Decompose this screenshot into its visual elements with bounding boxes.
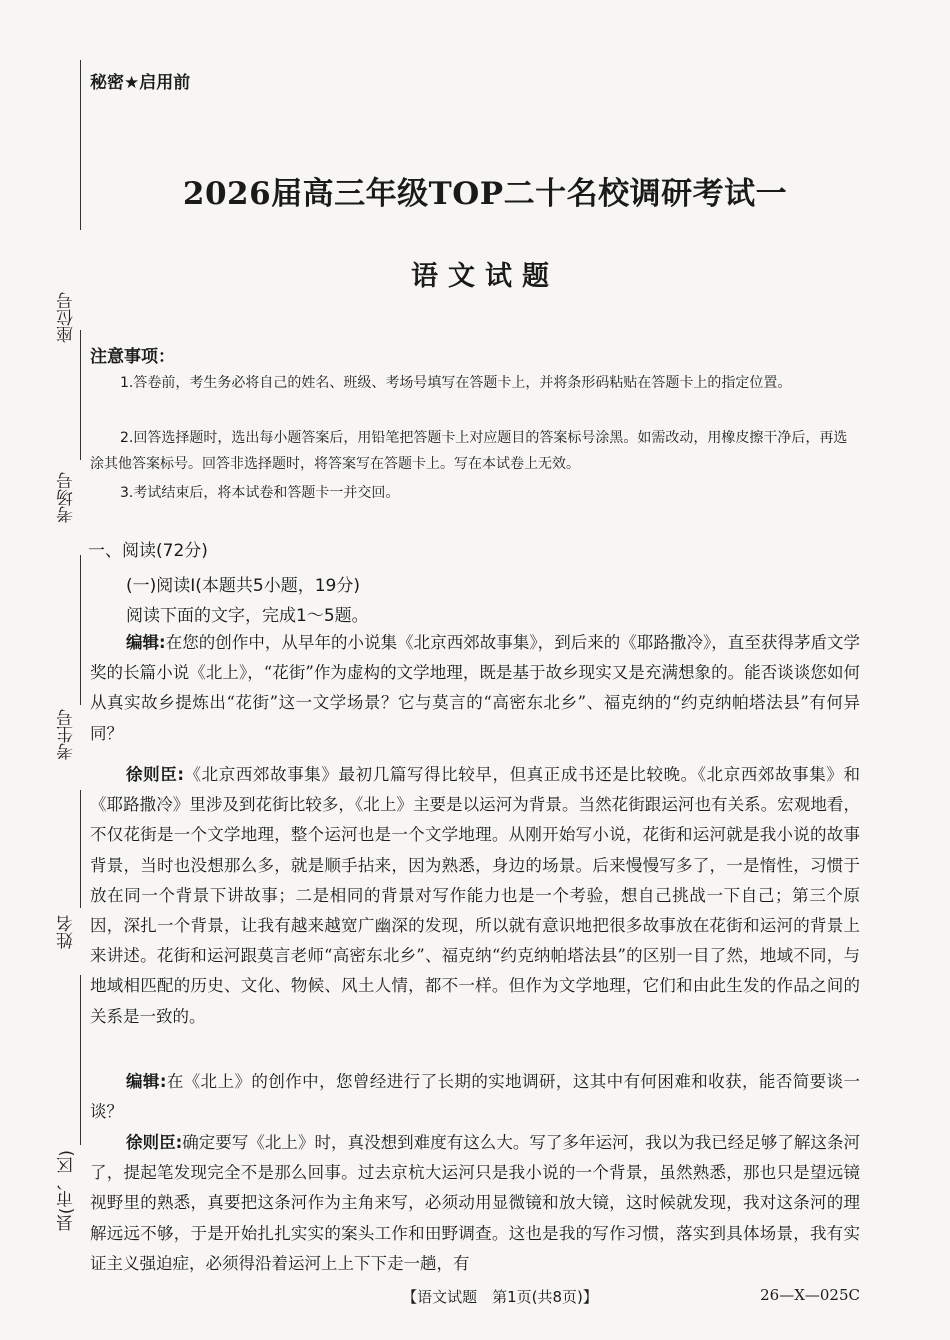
speaker-label: 编辑: <box>126 1072 167 1091</box>
speaker-label: 徐则臣: <box>126 1133 183 1152</box>
name-line[interactable] <box>80 790 81 908</box>
paragraph-text: 在《北上》的创作中，您曾经进行了长期的实地调研，这其中有何困难和收获，能否简要谈一谈？ <box>90 1072 860 1122</box>
seat-number-label: 座位号 <box>57 292 77 343</box>
seat-number-line[interactable] <box>80 60 81 230</box>
paragraph-text: 在您的创作中，从早年的小说集《北京西郊故事集》，到后来的《耶路撒冷》，直至获得茅盾文学奖的长篇小说《北上》，“花街”作为虚构的文学地理，既是基于故乡现实又是充满想象的。能否谈谈您如何从真实故乡提炼出“花街”这一文学场景？它与莫言的“高密东北乡”、福克纳的“约克纳帕塔法县”有何异同？ <box>90 633 861 743</box>
exam-room-line[interactable] <box>80 330 81 460</box>
county-line[interactable] <box>80 975 81 1145</box>
notice-heading: 注意事项： <box>90 347 175 367</box>
dialogue-paragraph <box>90 760 860 1032</box>
name-label: 姓名 <box>57 915 77 949</box>
notice-item: 3.考试结束后，将本试卷和答题卡一并交回。 <box>120 485 400 501</box>
subsection-heading: (一)阅读Ⅰ(本题共5小题，19分) <box>126 576 360 596</box>
page-number: 【语文试题 第1页(共8页)】 <box>402 1288 598 1306</box>
paragraph-text: 《北京西郊故事集》最初几篇写得比较早，但真正成书还是比较晚。《北京西郊故事集》和《耶路撒冷》里涉及到花街比较多，《北上》主要是以运河为背景。当然花街跟运河也有关系。宏观地看，不仅花街是一个文学地理，整个运河也是一个文学地理。从刚开始写小说，花街和运河就是我小说的故事背景，当时也没想那么多，就是顺手拈来，因为熟悉，身边的场景。后来慢慢写多了，一是惰性，习惯于放在同一个背景下讲故事；二是相同的背景对写作能力也是一个考验，想自己挑战一下自己；第三个原因，深扎一个背景，让我有越来越宽广幽深的发现，所以就有意识地把很多故事放在花街和运河的背景上来讲述。花街和运河跟莫言老师“高密东北乡”、福克纳“约克纳帕塔法县”的区别一目了然，地域不同，与地域相匹配的历史、文化、物候、风土人情，都不一样。但作为文学地理，它们和由此生发的作品之间的关系是一致的。 <box>90 765 861 1026</box>
speaker-label: 编辑: <box>126 633 166 652</box>
notice-item: 1.答卷前，考生务必将自己的姓名、班级、考场号填写在答题卡上，并将条形码粘贴在答题卡上的指定位置。 <box>120 375 792 391</box>
paper-code: 26—X—025C <box>760 1286 860 1304</box>
section-heading: 一、阅读(72分) <box>88 541 208 561</box>
exam-title: 2026届高三年级TOP二十名校调研考试一 <box>182 176 788 212</box>
subject-title: 语文试题 <box>411 261 559 292</box>
dialogue-paragraph <box>90 1128 860 1279</box>
notice-item: 2.回答选择题时，选出每小题答案后，用铅笔把答题卡上对应题目的答案标号涂黑。如需改动，用橡皮擦干净后，再选涂其他答案标号。回答非选择题时，将答案写在答题卡上。写在本试卷上无效。 <box>90 430 848 472</box>
county-label: 县(市、区) <box>57 1150 77 1232</box>
confidential-mark: 秘密★启用前 <box>90 73 191 93</box>
examinee-number-label: 考生号 <box>57 709 77 760</box>
speaker-label: 徐则臣: <box>126 765 184 784</box>
exam-room-label: 考场号 <box>57 472 77 523</box>
reading-instruction: 阅读下面的文字，完成1～5题。 <box>126 606 369 626</box>
examinee-number-line[interactable] <box>80 555 81 705</box>
paragraph-text: 确定要写《北上》时，真没想到难度有这么大。写了多年运河，我以为我已经足够了解这条河了，提起笔发现完全不是那么回事。过去京杭大运河只是我小说的一个背景，虽然熟悉，那也只是望远镜视野里的熟悉，真要把这条河作为主角来写，必须动用显微镜和放大镜，这时候就发现，我对这条河的理解远远不够，于是开始扎扎实实的案头工作和田野调查。这也是我的写作习惯，落实到具体场景，我有实证主义强迫症，必须得沿着运河上上下下走一趟，有 <box>90 1133 860 1273</box>
dialogue-paragraph <box>90 1067 860 1127</box>
binding-margin <box>22 0 82 1340</box>
dialogue-paragraph <box>90 628 860 749</box>
